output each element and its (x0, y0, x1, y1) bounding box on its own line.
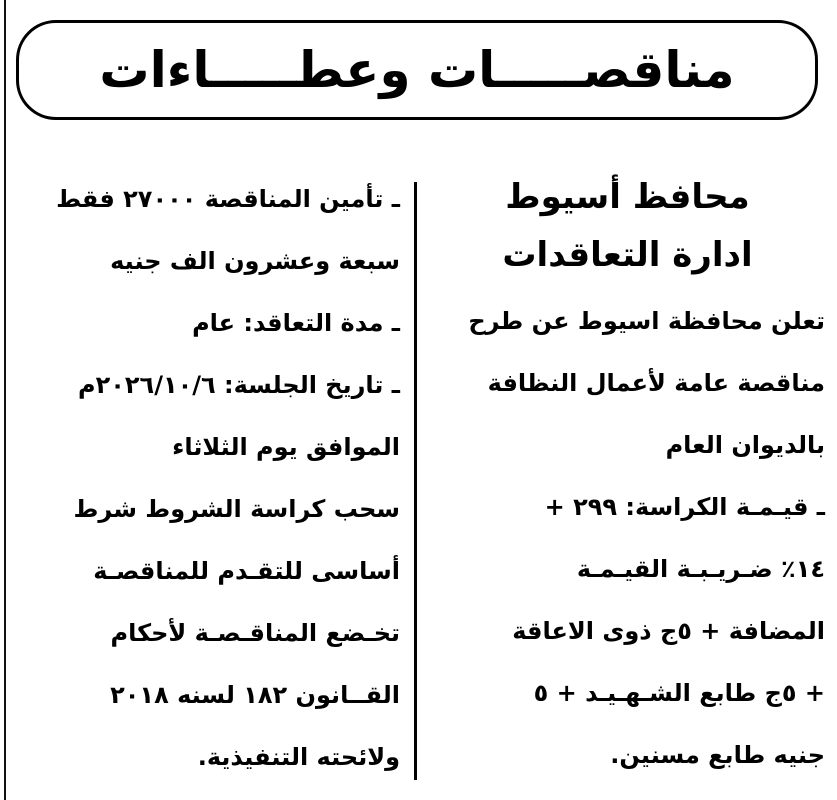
text-line: سحب كراسة الشروط شرط (73, 495, 400, 523)
department-heading: ادارة التعاقدات (502, 235, 753, 275)
text-line: ـ تأمين المناقصة ٢٧٠٠٠ فقط (56, 185, 400, 213)
column-divider (414, 182, 417, 780)
issuer-heading: محافظ أسيوط (505, 177, 750, 217)
banner-title: مناقصـــــات وعطـــــاءات (99, 41, 735, 99)
text-line: ولائحته التنفيذية. (197, 743, 400, 771)
announcement-right-column (430, 168, 825, 786)
text-line: + ٥ج طابع الشـهـيـد + ٥ (533, 679, 825, 707)
text-line: ١٤٪ ضـريـبـة القيـمـة (576, 555, 825, 583)
text-line: الموافق يوم الثلاثاء (172, 433, 400, 461)
text-line: مناقصة عامة لأعمال النظافة (487, 369, 825, 397)
text-line: ـ تاريخ الجلسة: ٢٠٢٦/١٠/٦م (78, 371, 400, 399)
text-line: أساسى للتقـدم للمناقصـة (93, 557, 400, 585)
text-line: جنيه طابع مسنين. (610, 741, 825, 769)
text-line: المضافة + ٥ج ذوى الاعاقة (512, 617, 825, 645)
text-line: ـ قيـمـة الكراسة: ٢٩٩ + (544, 493, 825, 521)
text-line: ـ مدة التعاقد: عام (192, 309, 400, 337)
section-banner (16, 20, 818, 120)
text-line: تعلن محافظة اسيوط عن طرح (468, 307, 825, 335)
text-line: بالديوان العام (665, 431, 825, 459)
page-edge-rule (4, 0, 6, 800)
right-body-text (430, 290, 825, 786)
text-line: تخـضع المناقـصـة لأحكام (110, 619, 400, 647)
announcement-left-column (14, 168, 400, 788)
text-line: القــانون ١٨٢ لسنه ٢٠١٨ (110, 681, 400, 709)
text-line: سبعة وعشرون الف جنيه (110, 247, 400, 275)
